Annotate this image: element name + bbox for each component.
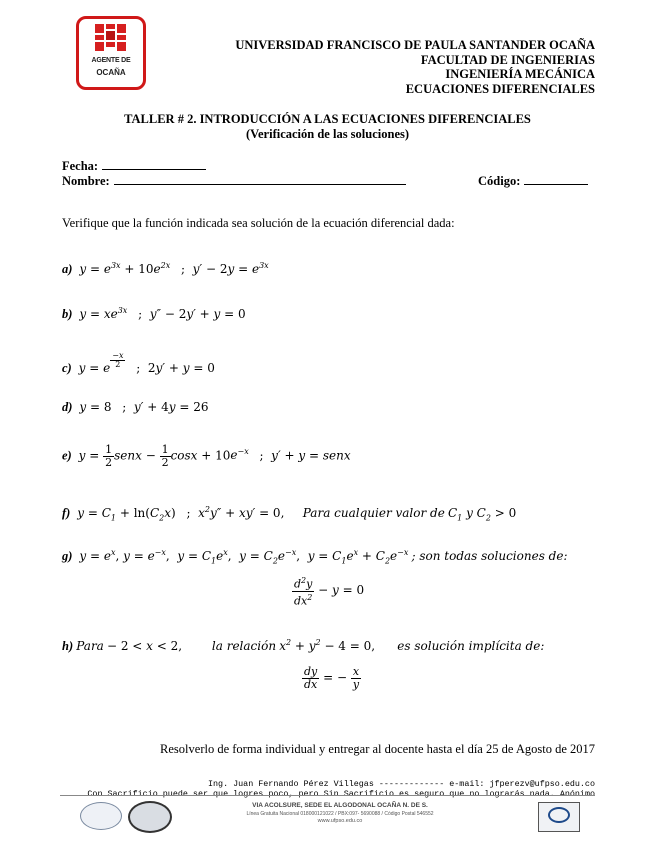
due-date-note: Resolverlo de forma individual y entregar al docente hasta el día 25 de Agosto de 2017	[160, 742, 595, 756]
certification-seal-icon	[80, 802, 122, 830]
quality-certification-icon	[538, 802, 580, 832]
footer-web: www.ufpso.edu.co	[317, 818, 363, 824]
item-letter-g: g)	[62, 549, 73, 563]
codigo-label: Código:	[478, 174, 521, 188]
h-prefix: Para	[76, 639, 104, 653]
exercise-h: h) Para − 2 < x < 2, la relación $x^2 + y^2 - 4 = 0$, es solución implícita de:	[62, 638, 545, 653]
h-relation: la relación	[211, 639, 277, 653]
codigo-field[interactable]	[524, 173, 588, 185]
institution-header	[235, 38, 595, 96]
fecha-label: Fecha:	[62, 159, 99, 173]
h-note: es solución implícita de:	[397, 639, 545, 653]
item-letter-e: e)	[62, 448, 72, 463]
exercise-e: e) y = $\frac{1}{2}$ senx − $\frac{1}{2}$ $\cos x + 10e^{-x}$ ; y′ + y = senx	[62, 443, 351, 469]
exercise-f: f) $y = C_1 + \ln(C_2x)$ ; $x^2y'' + xy' = 0$, Para cualquier valor de $C_1$ y $C_2 > 0$	[62, 505, 517, 523]
item-letter-h: h)	[62, 639, 74, 653]
iqnet-seal-icon	[128, 801, 172, 833]
exercise-d: d) y = 8 ; y′ + 4y = 26	[62, 400, 209, 414]
footer-divider	[60, 795, 595, 796]
nombre-field[interactable]	[114, 173, 406, 185]
university-logo	[76, 16, 146, 90]
g-note: ; son todas soluciones de:	[411, 549, 568, 563]
exercise-h-equation: $\frac{dy}{dx}$ = − $\frac{x}{y}$	[304, 665, 360, 691]
item-letter-c: c)	[62, 361, 72, 376]
title-sub: (Verificación de las soluciones)	[245, 127, 410, 141]
title-main: TALLER # 2. INTRODUCCIÓN A LAS ECUACIONES DIFERENCIALES	[124, 112, 531, 126]
faculty-name: FACULTAD DE INGENIERIAS	[420, 52, 595, 67]
program-name: INGENIERÍA MECÁNICA	[445, 67, 595, 81]
quote-line: Con Sacrificio puede ser que logres poco, pero Sin Sacrificio es seguro que no lograrás nada. Anónimo	[87, 789, 595, 799]
footer-address: VIA ACOLSURE, SEDE EL ALGODONAL OCAÑA N. DE S.	[252, 802, 428, 809]
logo-emblem	[95, 24, 127, 52]
footer-phones: Línea Gratuita Nacional 018000121022 / PBX:097- 5690088 / Código Postal 546552	[246, 811, 434, 817]
logo-text-top: AGENTE DE	[91, 57, 131, 64]
course-name: ECUACIONES DIFERENCIALES	[405, 81, 595, 96]
codigo-row	[478, 172, 588, 190]
fecha-field[interactable]	[102, 158, 206, 170]
item-letter-b: b)	[62, 307, 73, 321]
exercise-a: a) $y = e^{3x} + 10e^{2x}$ ; $y' - 2y = e^{3x}$	[62, 261, 269, 276]
exercise-g-equation: $\frac{d^2y}{dx^2}$ − y = 0	[294, 576, 365, 608]
exercise-b: b) $y = xe^{3x}$ ; y″ − 2y′ + y = 0	[62, 306, 246, 321]
item-letter-a: a)	[62, 262, 73, 276]
nombre-label: Nombre:	[62, 174, 110, 188]
f-note: Para cualquier valor de	[302, 506, 445, 520]
author-line: Ing. Juan Fernando Pérez Villegas ------------- e-mail: jfperezv@ufpso.edu.co	[208, 779, 595, 789]
worksheet-title	[0, 112, 655, 142]
item-letter-d: d)	[62, 400, 73, 414]
exercise-c: c) y = e $\frac{-x}{2}$ ; 2y′ + y = 0	[62, 351, 215, 376]
nombre-row	[62, 172, 406, 190]
logo-text-bottom: OCAÑA	[96, 68, 126, 77]
university-name: UNIVERSIDAD FRANCISCO DE PAULA SANTANDER OCAÑA	[235, 38, 595, 52]
item-letter-f: f)	[62, 506, 71, 520]
exercise-g: g) $y = e^x$, $y = e^{-x}$, $y = C_1e^x$, $y = C_2e^{-x}$, $y = C_1e^x + C_2e^{-x}$ ; son todas soluciones de:	[62, 548, 568, 566]
instruction-text: Verifique que la función indicada sea solución de la ecuación diferencial dada:	[62, 216, 455, 230]
